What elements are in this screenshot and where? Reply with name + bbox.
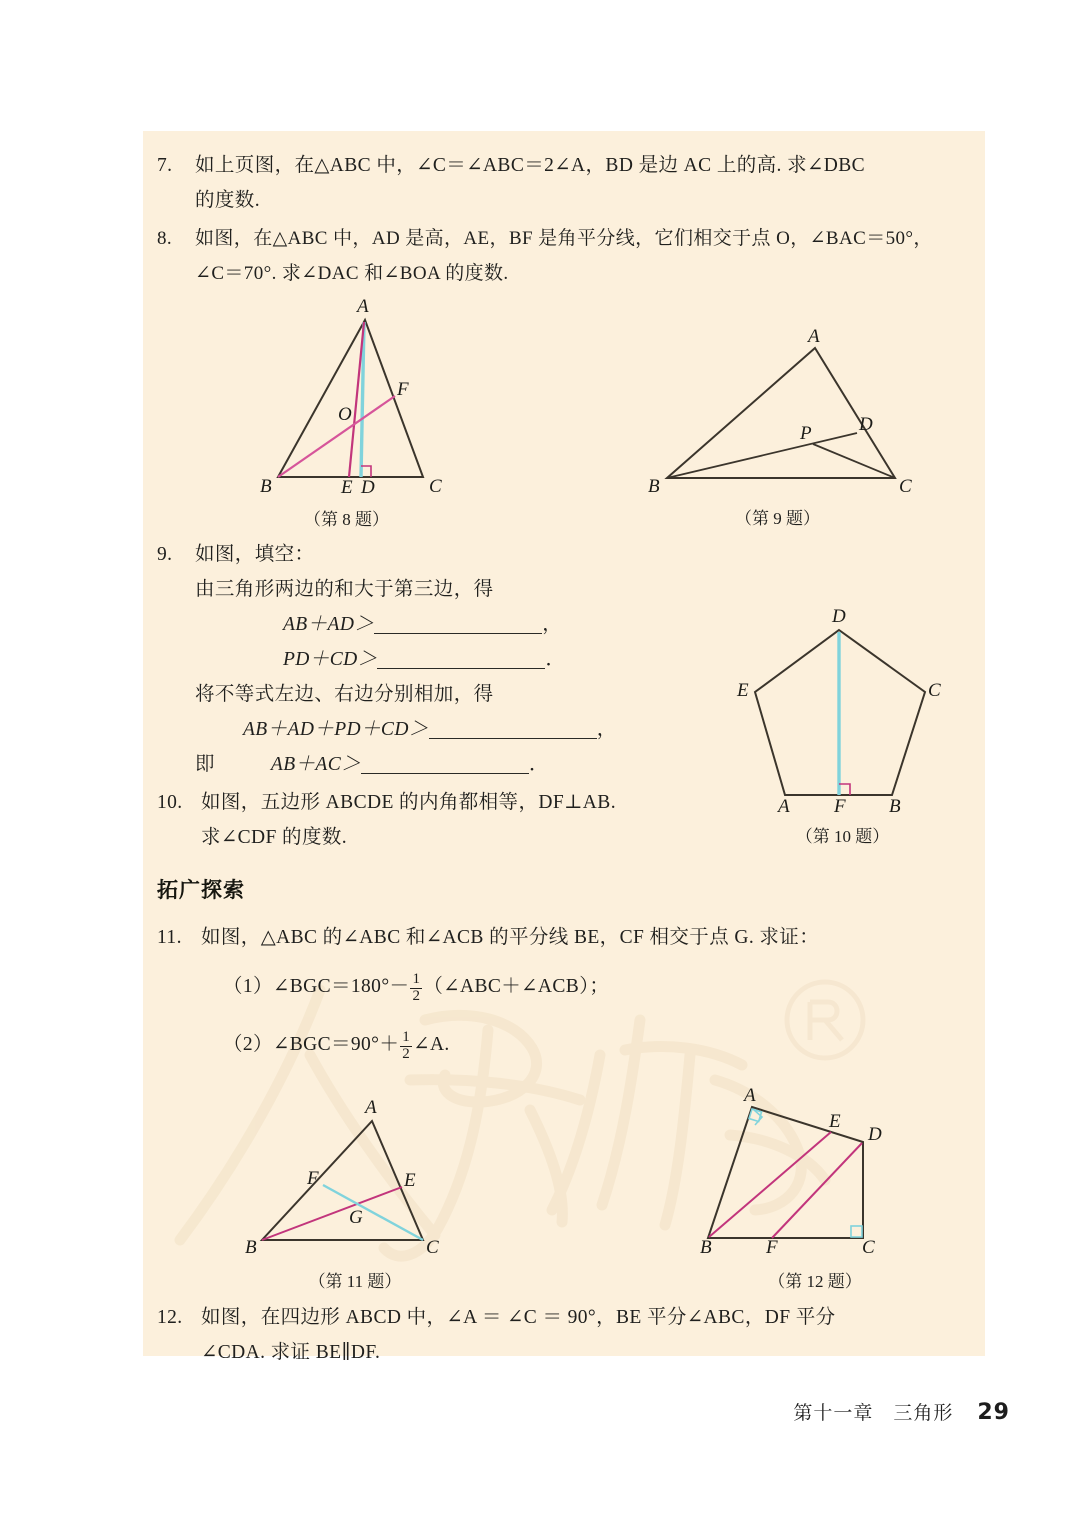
figure-10-label-C: C — [928, 680, 941, 701]
figure-11-caption: （第 11 题） — [308, 1272, 402, 1291]
problem-8 — [157, 221, 987, 291]
figure-8-label-B: B — [260, 476, 272, 497]
problem-10-number: 10. — [157, 792, 183, 813]
figure-10-label-E: E — [737, 680, 749, 701]
footer-page-number: 29 — [977, 1400, 1010, 1425]
problem-11-number: 11. — [157, 927, 182, 948]
figure-8-label-D: D — [361, 477, 375, 498]
problem-9-line-2: 由三角形两边的和大于第三边，得 — [195, 579, 494, 600]
problem-11 — [157, 920, 987, 1063]
problem-9-blank-1[interactable] — [374, 613, 542, 634]
problem-9-blank-row-4 — [195, 747, 717, 782]
problem-7-line-1: 如上页图，在△ABC 中，∠C＝∠ABC＝2∠A，BD 是边 AC 上的高. 求∠DBC — [195, 155, 866, 176]
figure-12-label-F: F — [766, 1237, 778, 1258]
figure-11-label-E: E — [404, 1170, 416, 1191]
figure-10-caption: （第 10 题） — [795, 827, 890, 846]
problem-10-line-1: 如图，五边形 ABCDE 的内角都相等，DF⊥AB. — [201, 792, 616, 813]
figure-8-label-C: C — [429, 476, 442, 497]
problem-12-line-2: ∠CDA. 求证 BE∥DF. — [201, 1342, 381, 1363]
problem-9-expr-1: AB＋AD＞ — [283, 614, 375, 635]
problem-9-blank-row-1 — [195, 607, 717, 642]
problem-10 — [157, 785, 697, 855]
problem-7-line-2: 的度数. — [195, 190, 260, 211]
problem-11-item-1-expr-a: ∠BGC＝180°－ — [272, 976, 410, 997]
problem-9-blank-row-3 — [195, 712, 717, 747]
problem-9-blank-3[interactable] — [429, 718, 597, 739]
problem-11-item-2-expr-b: ∠A. — [413, 1033, 450, 1055]
figure-9-label-P: P — [800, 423, 812, 444]
problem-9-expr-2-tail: ． — [545, 649, 566, 670]
problem-9-expr-4-tail: ． — [529, 754, 549, 775]
figure-9-caption: （第 9 题） — [735, 509, 820, 528]
figure-problem-8 — [245, 296, 460, 529]
problem-9-expr-3: AB＋AD＋PD＋CD＞ — [243, 719, 429, 740]
fraction-denominator: 2 — [402, 1045, 411, 1062]
problem-8-number: 8. — [157, 228, 173, 249]
footer-chapter: 第十一章 三角形 — [793, 1402, 954, 1424]
problem-11-item-2-fraction — [400, 1030, 412, 1063]
problem-11-item-1-fraction — [410, 972, 422, 1005]
figure-11-label-C: C — [426, 1237, 439, 1258]
figure-11-label-B: B — [245, 1237, 257, 1258]
problem-9-expr-1-tail: ， — [542, 614, 563, 635]
problem-11-line-1: 如图，△ABC 的∠ABC 和∠ACB 的平分线 BE，CF 相交于点 G. 求证： — [201, 927, 820, 948]
problem-9-ji: 即 — [195, 754, 215, 775]
problem-9-expr-4: AB＋AC＞ — [270, 754, 362, 775]
figure-9-label-B: B — [648, 476, 660, 497]
figure-12-label-B: B — [700, 1237, 712, 1258]
figure-problem-10 — [735, 608, 950, 848]
figure-problem-12 — [700, 1085, 930, 1295]
problem-9 — [157, 537, 717, 782]
fraction-denominator: 2 — [412, 988, 421, 1004]
problem-9-line-3: 将不等式左边、右边分别相加，得 — [195, 684, 494, 705]
fraction-numerator: 1 — [412, 971, 421, 988]
fraction-numerator: 1 — [402, 1029, 411, 1045]
problem-9-expr-2: PD＋CD＞ — [283, 649, 378, 670]
problem-11-item-1-label: （1） — [223, 976, 273, 997]
problem-8-line-1: 如图，在△ABC 中，AD 是高，AE，BF 是角平分线，它们相交于点 O，∠BAC＝50°， — [195, 228, 933, 249]
figure-10-label-D: D — [832, 606, 846, 627]
figure-11-label-F: F — [307, 1168, 319, 1189]
problem-12 — [157, 1300, 997, 1370]
problem-7-number: 7. — [157, 155, 173, 176]
problem-9-blank-2[interactable] — [377, 648, 545, 669]
figure-12-label-D: D — [868, 1124, 882, 1145]
figure-8-label-E: E — [341, 477, 353, 498]
figure-12-label-C: C — [862, 1237, 875, 1258]
figure-10-label-B: B — [889, 796, 901, 817]
problem-11-item-1 — [201, 969, 987, 1005]
figure-12-label-E: E — [829, 1111, 841, 1132]
problem-9-expr-3-tail: ， — [596, 719, 617, 740]
figure-12-caption: （第 12 题） — [768, 1272, 862, 1291]
figure-10-label-A: A — [778, 796, 790, 817]
problem-11-item-1-expr-b: （∠ABC＋∠ACB）； — [423, 976, 610, 997]
figure-problem-11 — [245, 1085, 465, 1295]
figure-problem-9 — [645, 326, 910, 526]
figure-8-label-F: F — [397, 379, 409, 400]
figure-9-label-A: A — [808, 326, 820, 347]
problem-10-line-2: 求∠CDF 的度数. — [201, 827, 348, 848]
figure-9-label-D: D — [859, 414, 873, 435]
problem-8-line-2: ∠C＝70°. 求∠DAC 和∠BOA 的度数. — [195, 263, 509, 284]
figure-8-caption: （第 8 题） — [304, 510, 389, 529]
problem-9-blank-4[interactable] — [361, 753, 529, 774]
problem-11-item-2 — [201, 1027, 987, 1063]
problem-11-item-2-label: （2） — [223, 1033, 273, 1055]
problem-11-item-2-expr-a: ∠BGC＝90°＋ — [272, 1033, 400, 1055]
figure-9-label-C: C — [899, 476, 912, 497]
page-footer — [0, 1398, 1010, 1425]
problem-9-line-1: 如图，填空： — [195, 544, 315, 565]
problem-9-blank-row-2 — [195, 642, 717, 677]
problem-12-number: 12. — [157, 1307, 183, 1328]
figure-11-label-G: G — [349, 1207, 363, 1228]
problem-7 — [157, 148, 987, 218]
figure-12-label-A: A — [744, 1085, 756, 1106]
section-heading: 拓广探索 — [157, 878, 245, 902]
figure-8-label-O: O — [338, 404, 352, 425]
figure-8-label-A: A — [357, 296, 369, 317]
problem-9-number: 9. — [157, 544, 173, 565]
problem-12-line-1: 如图，在四边形 ABCD 中，∠A ＝ ∠C ＝ 90°，BE 平分∠ABC，DF 平分 — [201, 1307, 836, 1328]
figure-10-label-F: F — [834, 796, 846, 817]
figure-11-label-A: A — [365, 1097, 377, 1118]
